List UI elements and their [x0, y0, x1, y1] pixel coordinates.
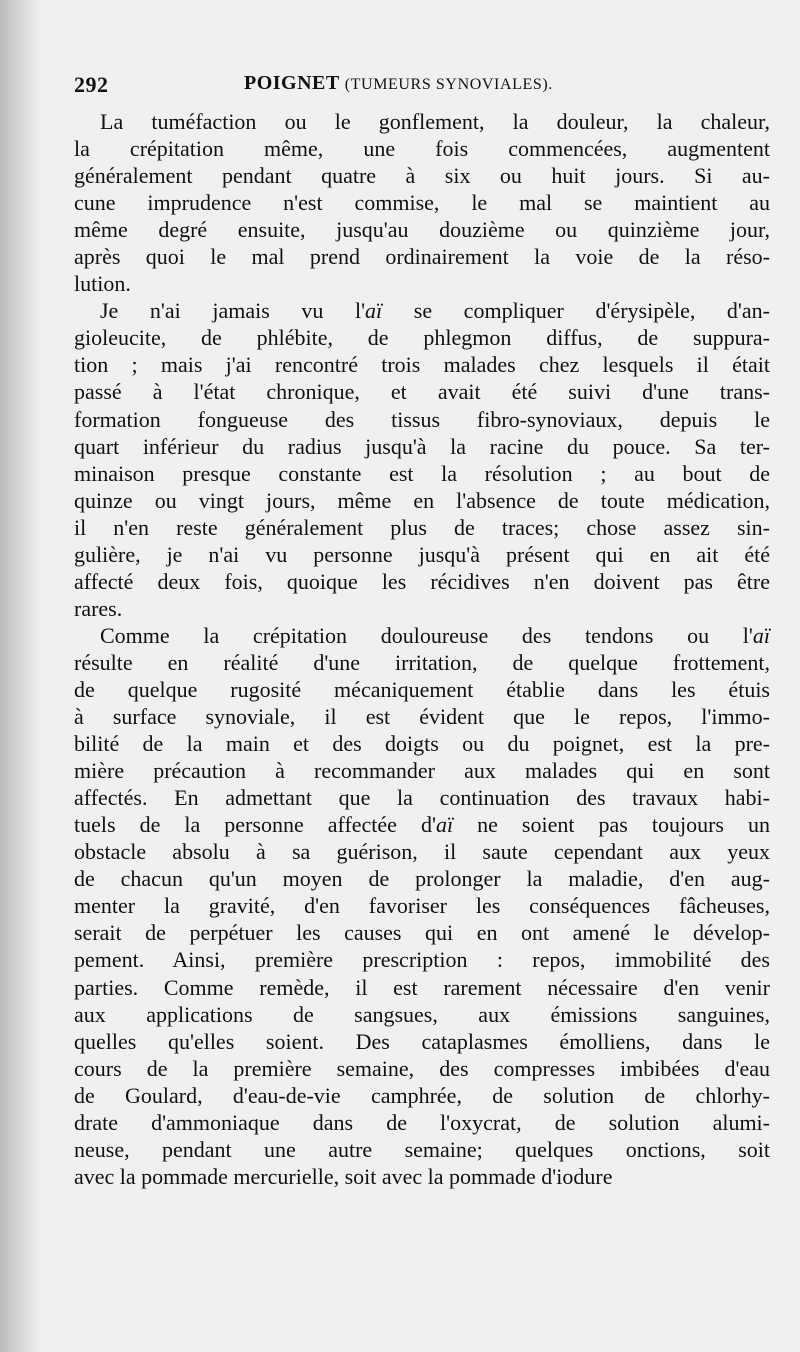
text-line: Comme la crépitation douloureuse des tendons ou l'aï: [100, 622, 770, 648]
running-head-subtitle: (TUMEURS SYNOVIALES).: [344, 76, 553, 93]
text-line: affecté deux fois, quoique les récidives n'en doivent pas être: [74, 568, 770, 594]
text-line: tion ; mais j'ai rencontré trois malades chez lesquels il était: [74, 352, 770, 378]
text-line: obstacle absolu à sa guérison, il saute cependant aux yeux: [74, 839, 770, 865]
text-line: pement. Ainsi, première prescription : repos, immobilité des: [74, 947, 770, 973]
text-line: tuels de la personne affectée d'aï ne soient pas toujours un: [74, 812, 770, 838]
text-line: cune imprudence n'est commise, le mal se maintient au: [74, 190, 770, 216]
text-line: gulière, je n'ai vu personne jusqu'à présent qui en ait été: [74, 541, 770, 567]
paragraph: [74, 108, 770, 297]
text-line: bilité de la main et des doigts ou du poignet, est la pre-: [74, 731, 770, 757]
text-line: quelles qu'elles soient. Des cataplasmes émolliens, dans le: [74, 1028, 770, 1054]
text-line: lution.: [74, 271, 131, 297]
text-line: quart inférieur du radius jusqu'à la racine du pouce. Sa ter-: [74, 433, 770, 459]
text-line: de Goulard, d'eau-de-vie camphrée, de solution de chlorhy-: [74, 1082, 770, 1108]
text-line: après quoi le mal prend ordinairement la voie de la réso-: [74, 244, 770, 270]
page-header: [74, 72, 734, 104]
running-head: [244, 72, 553, 95]
text-line: neuse, pendant une autre semaine; quelques onctions, soit: [74, 1136, 770, 1162]
text-line: cours de la première semaine, des compresses imbibées d'eau: [74, 1055, 770, 1081]
text-line: Je n'ai jamais vu l'aï se compliquer d'érysipèle, d'an-: [100, 298, 770, 324]
text-line: minaison presque constante est la résolution ; au bout de: [74, 460, 770, 486]
text-line: passé à l'état chronique, et avait été suivi d'une trans-: [74, 379, 770, 405]
text-line: généralement pendant quatre à six ou huit jours. Si au-: [74, 163, 770, 189]
body-text: [74, 108, 770, 1190]
paragraph: [74, 622, 770, 1190]
text-line: de quelque rugosité mécaniquement établie dans les étuis: [74, 676, 770, 702]
text-line: la crépitation même, une fois commencées, augmentent: [74, 136, 770, 162]
text-line: gioleucite, de phlébite, de phlegmon diffus, de suppura-: [74, 325, 770, 351]
text-line: de chacun qu'un moyen de prolonger la maladie, d'en aug-: [74, 866, 770, 892]
text-line: parties. Comme remède, il est rarement nécessaire d'en venir: [74, 974, 770, 1000]
page-number: 292: [74, 72, 109, 97]
text-line: à surface synoviale, il est évident que le repos, l'immo-: [74, 704, 770, 730]
text-line: menter la gravité, d'en favoriser les conséquences fâcheuses,: [74, 893, 770, 919]
text-line: même degré ensuite, jusqu'au douzième ou quinzième jour,: [74, 217, 770, 243]
text-line: résulte en réalité d'une irritation, de quelque frottement,: [74, 649, 770, 675]
text-line: serait de perpétuer les causes qui en ont amené le dévelop-: [74, 920, 770, 946]
text-line: quinze ou vingt jours, même en l'absence de toute médication,: [74, 487, 770, 513]
paragraph: [74, 297, 770, 622]
text-line: il n'en reste généralement plus de traces; chose assez sin-: [74, 514, 770, 540]
text-line: formation fongueuse des tissus fibro-synoviaux, depuis le: [74, 406, 770, 432]
text-line: avec la pommade mercurielle, soit avec la pommade d'iodure: [74, 1163, 613, 1189]
text-line: La tuméfaction ou le gonflement, la douleur, la chaleur,: [100, 109, 770, 134]
running-head-title: POIGNET: [244, 72, 340, 94]
text-line: mière précaution à recommander aux malades qui en sont: [74, 758, 770, 784]
text-line: rares.: [74, 595, 123, 621]
text-line: affectés. En admettant que la continuation des travaux habi-: [74, 785, 770, 811]
text-line: drate d'ammoniaque dans de l'oxycrat, de solution alumi-: [74, 1109, 770, 1135]
text-line: aux applications de sangsues, aux émissions sanguines,: [74, 1001, 770, 1027]
